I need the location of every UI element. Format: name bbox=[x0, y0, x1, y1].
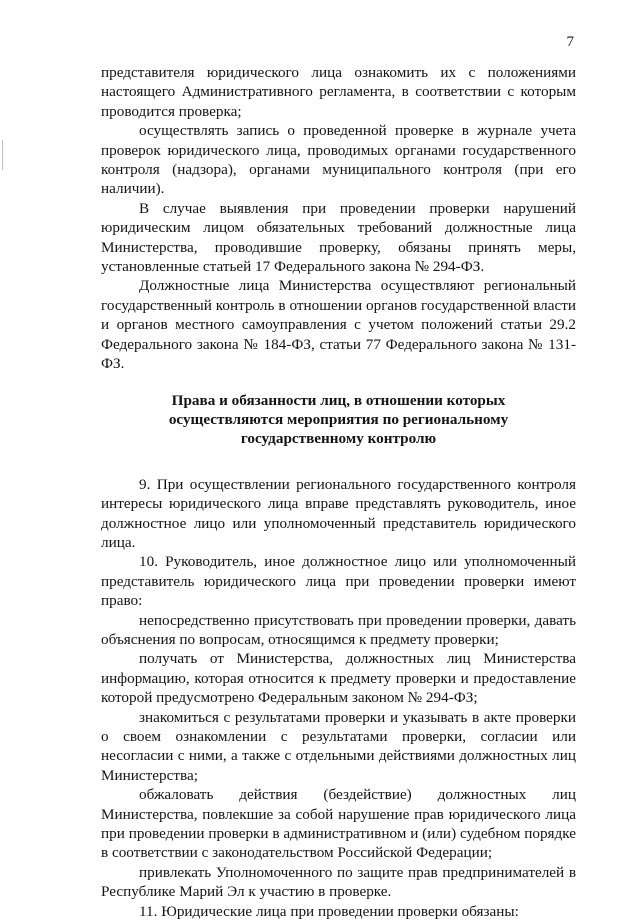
paragraph-item-9: 9. При осуществлении регионального государственного контроля интересы юридического лица вправе представлять руководитель, иное должностное лицо или уполномоченный представитель юридического лица. bbox=[101, 475, 576, 551]
paragraph-continuation: представителя юридического лица ознакомить их с положениями настоящего Административного регламента, в соответствии с которым проводится проверка; bbox=[101, 64, 576, 120]
paragraph-right-results: знакомиться с результатами проверки и указывать в акте проверки о своем ознакомлении с результатами проверки, согласии или несогласии с ними, а также с отдельными действиями должностных лиц Министерства; bbox=[101, 708, 576, 784]
paragraph-item-10: 10. Руководитель, иное должностное лицо или уполномоченный представитель юридического лица при проведении проверки имеют право: bbox=[101, 553, 576, 610]
section-heading-line-1: Права и обязанности лиц, в отношении которых bbox=[171, 391, 506, 409]
paragraph-journal-record: осуществлять запись о проведенной проверке в журнале учета проверок юридического лица, проводимых органами государственного контроля (надзора), органами муниципального контроля (при его наличии). bbox=[101, 122, 576, 198]
paragraph-right-ombudsman: привлекать Уполномоченного по защите прав предпринимателей в Республике Марий Эл к участию в проверке. bbox=[101, 863, 576, 901]
paragraph-right-appeal: обжаловать действия (бездействие) должностных лиц Министерства, повлекшие за собой нарушение прав юридического лица при проведении проверки в административном и (или) судебном порядке в соответствии с законодательством Российской Федерации; bbox=[101, 786, 576, 862]
paragraph-regional-control: Должностные лица Министерства осуществляют региональный государственный контроль в отношении органов государственной власти и органов местного самоуправления с учетом положений статьи 29.2 Федерального закона № 184-ФЗ, статьи 77 Федерального закона № 131-ФЗ. bbox=[101, 277, 576, 373]
paragraph-item-11: 11. Юридические лица при проведении проверки обязаны: bbox=[139, 902, 519, 920]
paragraph-violations: В случае выявления при проведении проверки нарушений юридическим лицом обязательных требований должностные лица Министерства, проводившие проверку, обязаны принять меры, установленные статьей 17 Федерального закона № 294-ФЗ. bbox=[101, 199, 576, 276]
paragraph-right-information: получать от Министерства, должностных лиц Министерства информацию, которая относится к предмету проверки и предоставление которой предусмотрено Федеральным законом № 294-ФЗ; bbox=[101, 650, 576, 707]
section-heading-line-3: государственному контролю bbox=[240, 430, 437, 448]
page-number: 7 bbox=[566, 34, 574, 50]
section-heading-line-2: осуществляются мероприятия по региональному bbox=[168, 410, 509, 428]
section-heading bbox=[101, 391, 576, 449]
paragraph-right-attend: непосредственно присутствовать при проведении проверки, давать объяснения по вопросам, относящимся к предмету проверки; bbox=[101, 611, 576, 648]
document-body bbox=[101, 63, 576, 921]
scan-edge-mark bbox=[2, 140, 5, 170]
